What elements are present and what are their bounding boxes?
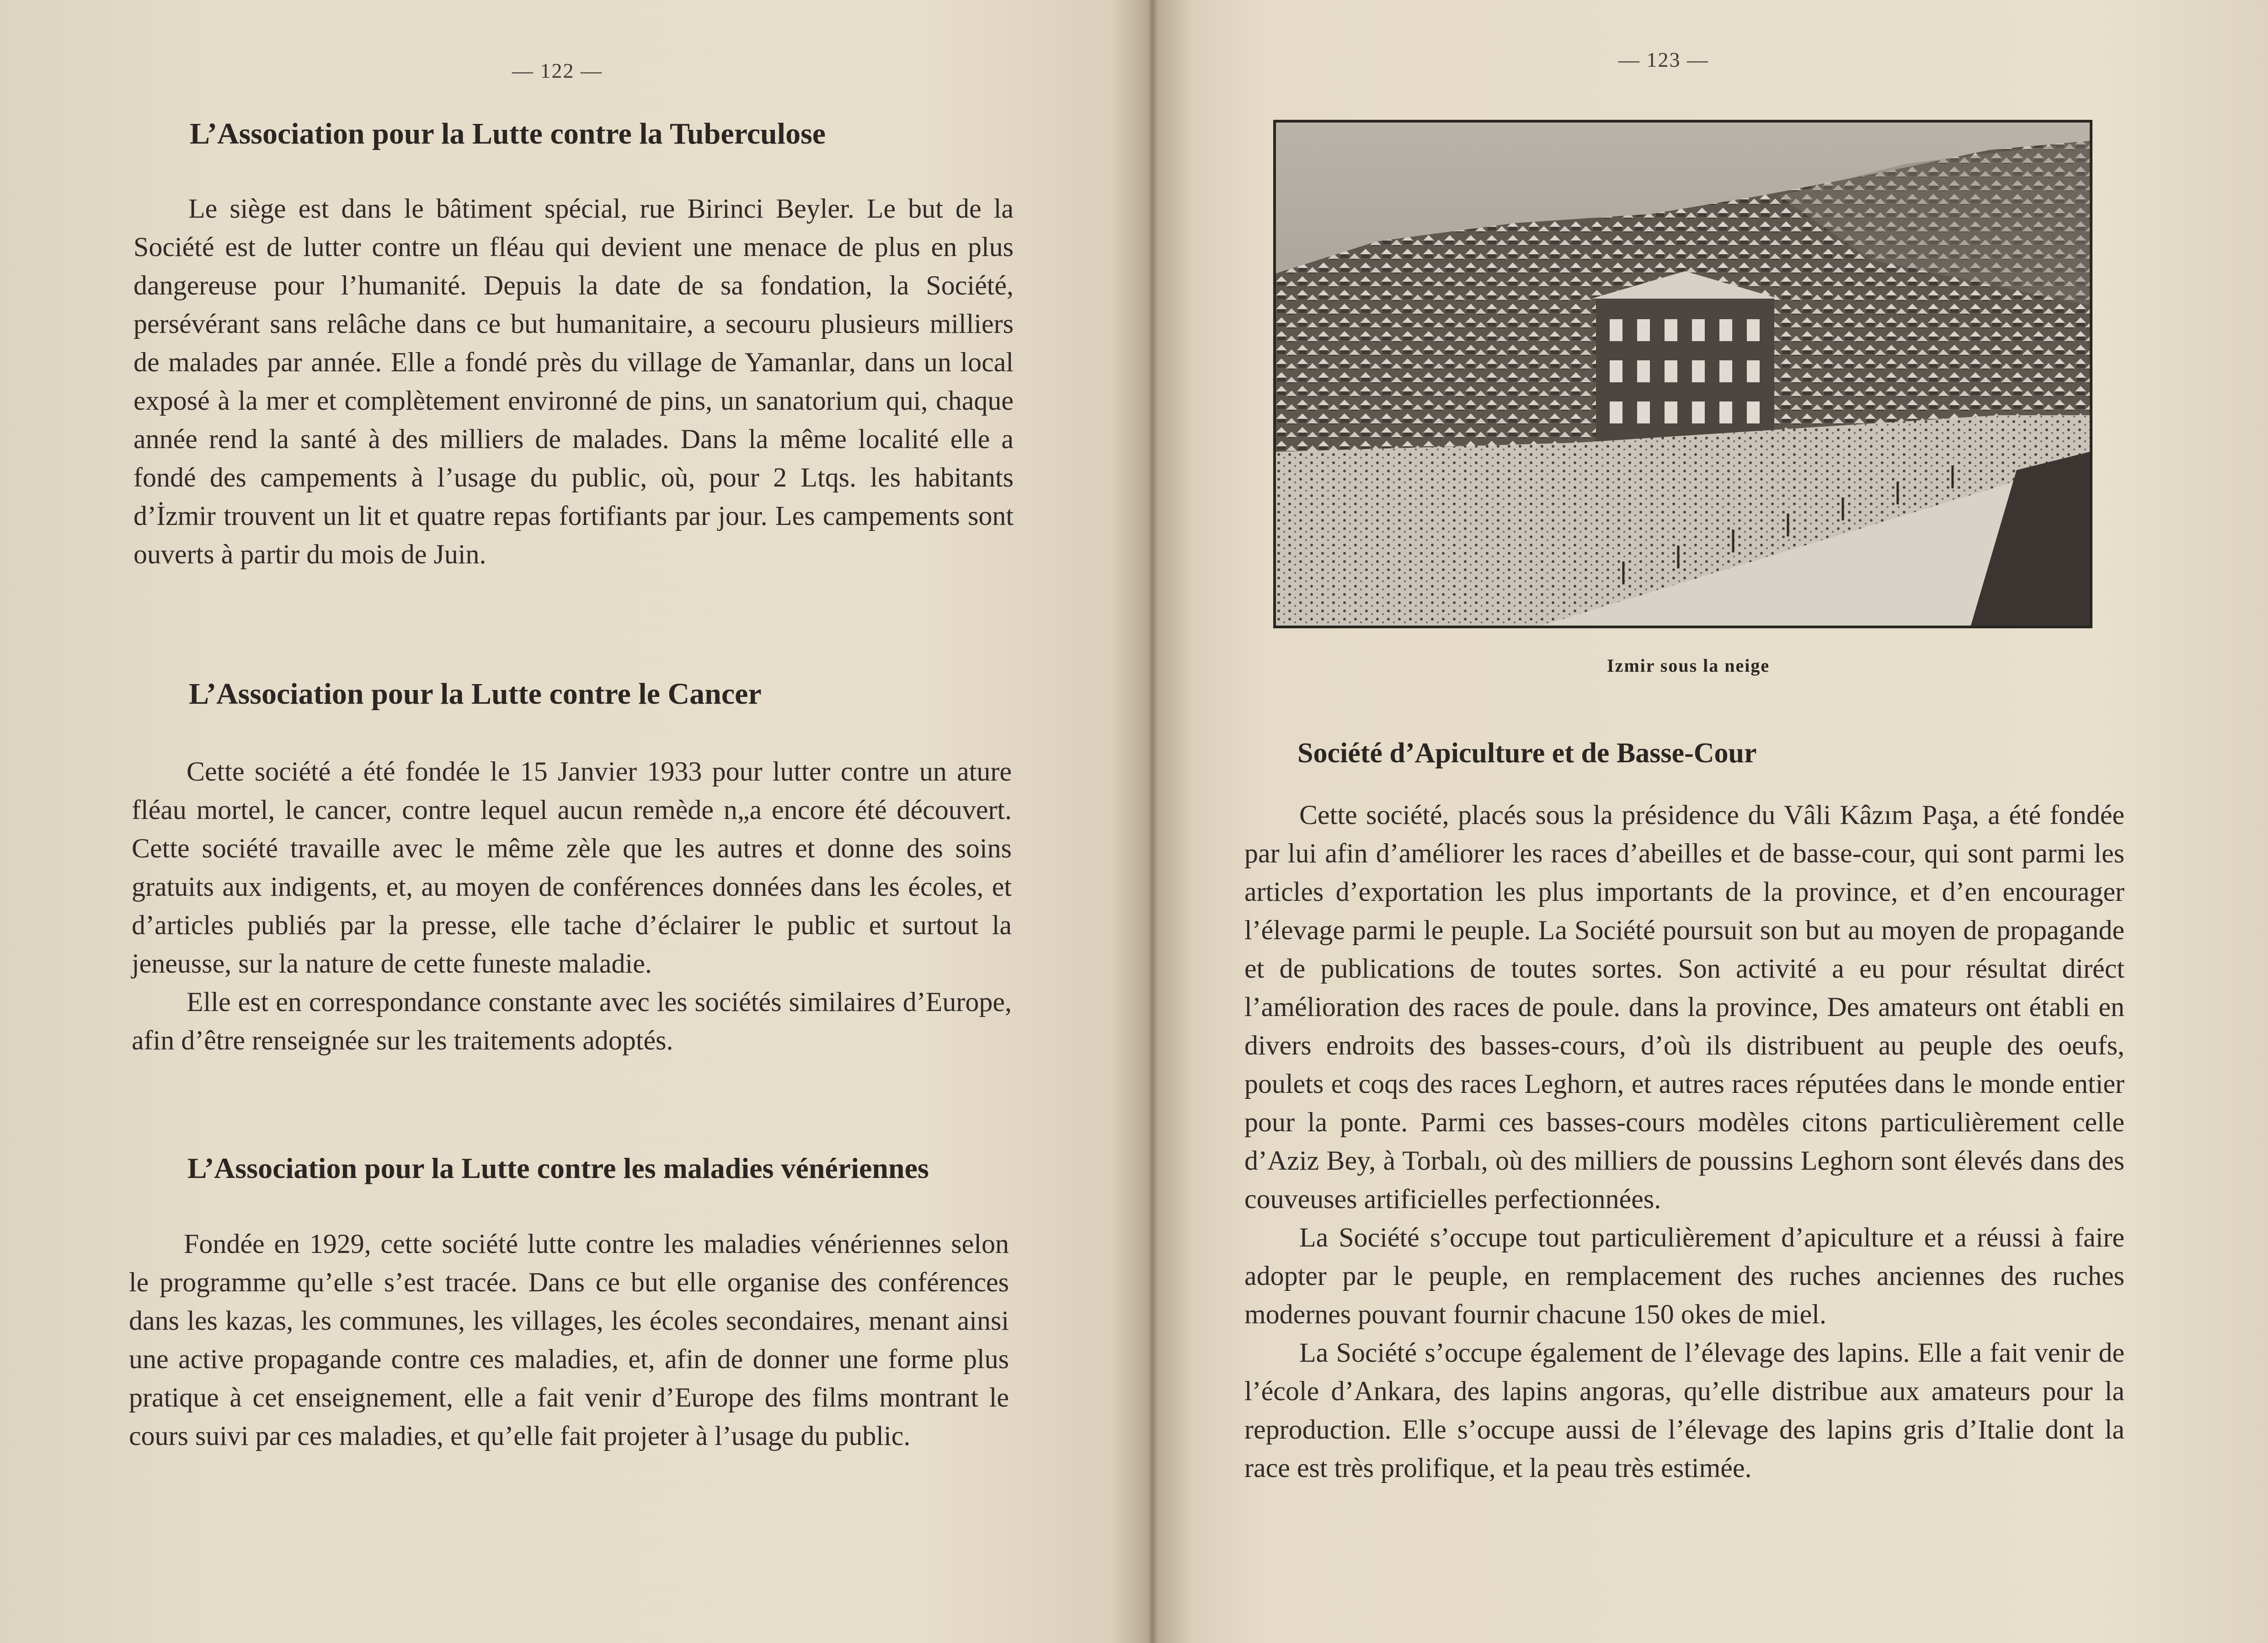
paragraph: La Société s’occupe également de l’élevage des lapins. Elle a fait venir de l’école d’Ankara, des lapins angoras, qu’elle distribue aux amateurs pour la reproduction. Elle s’occupe aussi de l’élevage des lapins gris d’Italie dont la race est très prolifique, et la peau très estimée. xyxy=(1244,1338,2124,1483)
photo-caption: Izmir sous la neige xyxy=(1607,655,1770,676)
page-number-right: — 123 — xyxy=(1618,48,1709,71)
section-heading-maladies-veneriennes: L’Association pour la Lutte contre les maladies vénériennes xyxy=(187,1152,929,1184)
paragraph: La Société s’occupe tout particulièrement d’apiculture et a réussi à faire adopter par le peuple, en remplacement des ruches anciennes des ruches modernes pouvant fournir chacune 150 okes de miel. xyxy=(1244,1222,2124,1329)
section-body-tuberculose xyxy=(133,189,1014,573)
page-number-left: — 122 — xyxy=(512,59,603,82)
section-body-maladies-veneriennes xyxy=(129,1225,1009,1455)
photo-izmir-snow xyxy=(1273,120,2092,628)
book-gutter xyxy=(1111,0,1193,1643)
section-body-apiculture xyxy=(1244,796,2124,1487)
section-heading-cancer: L’Association pour la Lutte contre le Cancer xyxy=(189,677,762,711)
paragraph: Le siège est dans le bâtiment spécial, rue Birinci Beyler. Le but de la Société est de lutter contre un fléau qui devient une menace de plus en plus dangereuse pour l’humanité. Depuis la date de sa fondation, la Société, persévérant sans relâche dans ce but humanitaire, a secouru plusieurs milliers de malades par année. Elle a fondé près du village de Yamanlar, dans un local exposé à la mer et complètement environné de pins, un sanatorium qui, chaque année rend la santé à des milliers de malades. Dans la même localité elle a fondé des campements à l’usage du public, où, pour 2 Ltqs. les habitants d’İzmir trouvent un lit et quatre repas fortifiants par jour. Les campements sont ouverts à partir du mois de Juin. xyxy=(133,193,1014,569)
photo-image xyxy=(1276,123,2090,626)
section-heading-tuberculose: L’Association pour la Lutte contre la Tuberculose xyxy=(190,117,826,150)
paragraph: Elle est en correspondance constante avec les sociétés similaires d’Europe, afin d’être renseignée sur les traitements adoptés. xyxy=(132,987,1012,1055)
paragraph: Cette société a été fondée le 15 Janvier 1933 pour lutter contre un ature fléau mortel, le cancer, contre lequel aucun remède n„a encore été découvert. Cette société travaille avec le même zèle que les autres et donne des soins gratuits aux indigents, et, au moyen de conférences données dans les écoles, et d’articles publiés par la presse, elle tache d’éclairer le public et surtout la jeneusse, sur la nature de cette funeste maladie. xyxy=(132,756,1012,979)
section-body-cancer xyxy=(132,752,1012,1060)
paragraph: Cette société, placés sous la présidence du Vâli Kâzım Paşa, a été fondée par lui afin d’améliorer les races d’abeilles et de basse-cour, qui sont parmi les articles d’exportation les plus importants de la province, et d’en encourager l’élevage parmi le peuple. La Société poursuit son but au moyen de propagande et de publications de toutes sortes. Son activité a eu pour résultat diréct l’amélioration des races de poule. dans la province, Des amateurs ont établi en divers endroits des basses-cours, d’où ils distribuent au peuple des oeufs, poulets et coqs des races Leghorn, et autres races réputées dans le monde entier pour la ponte. Parmi ces basses-cours modèles citons particulièrement celle d’Aziz Bey, à Torbalı, où des milliers de poussins Leghorn sont élevés dans des couveuses artificielles perfectionnées. xyxy=(1244,800,2124,1214)
section-heading-apiculture: Société d’Apiculture et de Basse-Cour xyxy=(1297,738,1757,769)
paragraph: Fondée en 1929, cette société lutte contre les maladies vénériennes selon le programme qu’elle s’est tracée. Dans ce but elle organise des conférences dans les kazas, les communes, les villages, les écoles secondaires, menant ainsi une active propagande contre ces maladies, et, afin de donner une forme plus pratique à cet enseignement, elle a fait venir d’Europe des films montrant le cours suivi par ces maladies, et qu’elle fait projeter à l’usage du public. xyxy=(129,1229,1009,1451)
